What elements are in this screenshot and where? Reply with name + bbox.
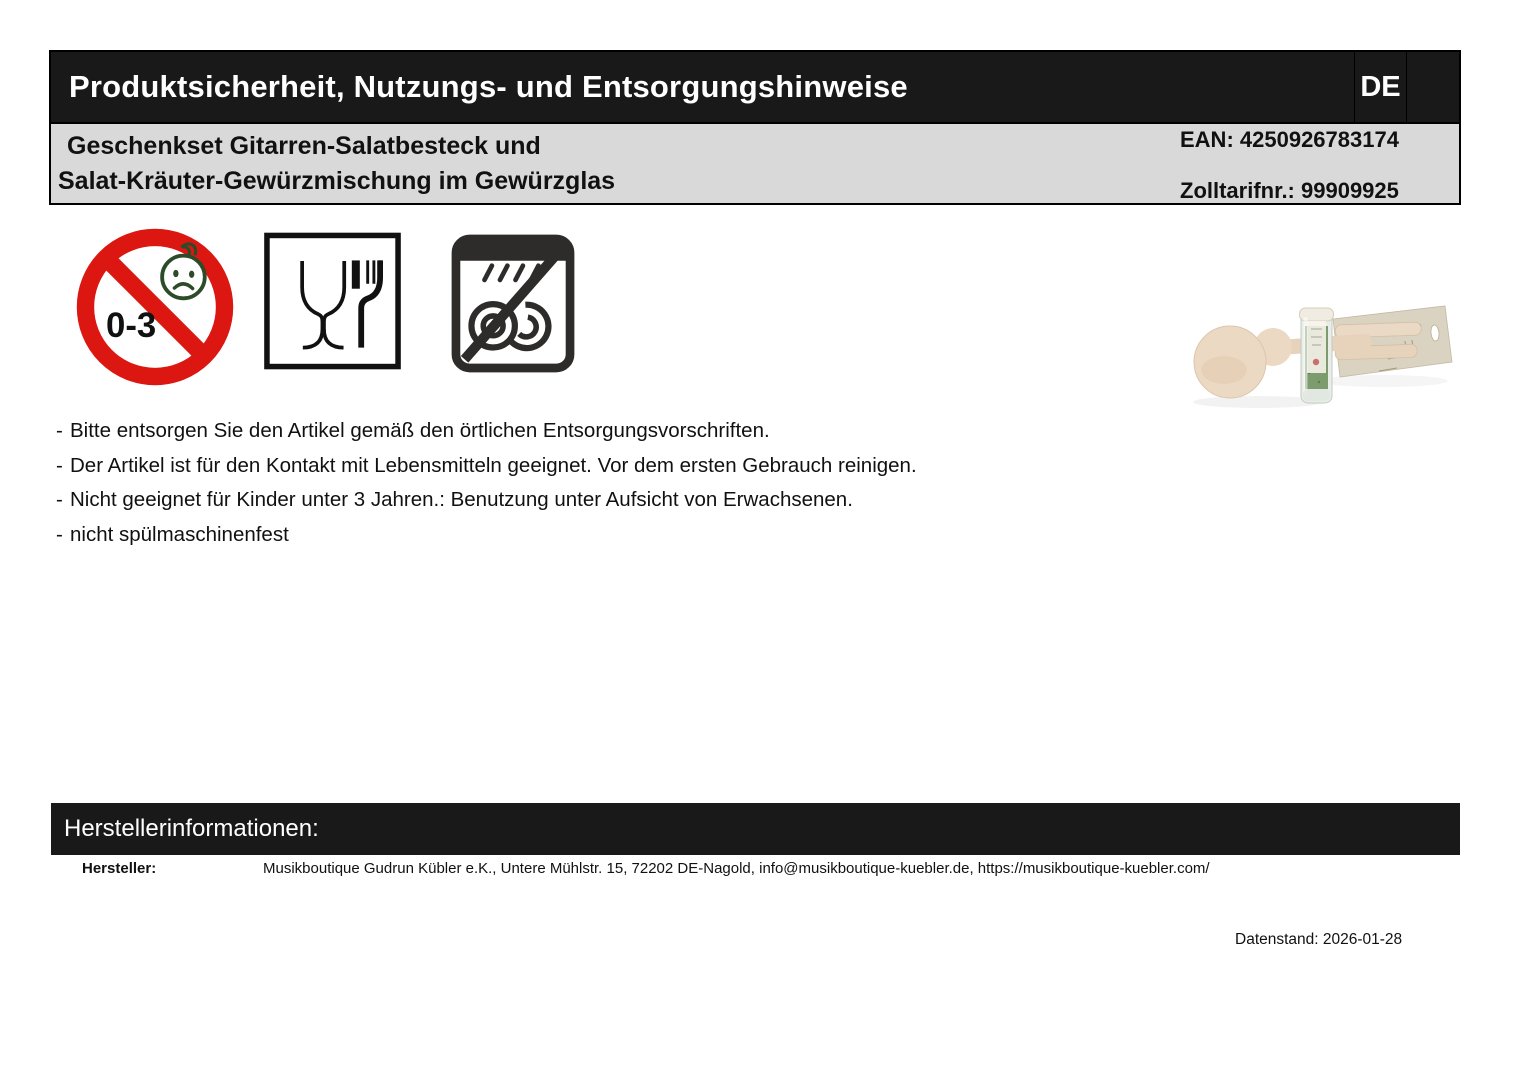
- page-title: Produktsicherheit, Nutzungs- und Entsorgungshinweise: [69, 69, 908, 104]
- language-badge: DE: [1354, 52, 1407, 122]
- usage-disposal-notes: [56, 414, 917, 552]
- product-photo: [1183, 299, 1461, 415]
- food-safe-icon: [263, 232, 402, 370]
- note-item: [56, 518, 917, 553]
- bullet-dash: -: [56, 453, 63, 477]
- header-block: [49, 50, 1461, 205]
- product-header: [51, 122, 1459, 203]
- not-dishwasher-safe-icon: [451, 234, 575, 373]
- note-item: [56, 414, 917, 449]
- ean-number: EAN: 4250926783174: [1180, 127, 1399, 152]
- manufacturer-label: Hersteller:: [82, 860, 157, 877]
- age-warning-0-3-icon: [76, 228, 234, 386]
- bullet-dash: -: [56, 488, 63, 512]
- title-bar: [51, 52, 1459, 122]
- bullet-dash: -: [56, 522, 63, 546]
- manufacturer-value: Musikboutique Gudrun Kübler e.K., Untere Mühlstr. 15, 72202 DE-Nagold, info@musikboutique-kuebler.de, https://musikboutique-kuebler.com/: [263, 860, 1210, 877]
- manufacturer-section-header: [51, 803, 1460, 855]
- note-text: Nicht geeignet für Kinder unter 3 Jahren.: Benutzung unter Aufsicht von Erwachsenen.: [70, 488, 853, 512]
- product-name-line2: Salat-Kräuter-Gewürzmischung im Gewürzglas: [58, 167, 616, 195]
- note-item: [56, 449, 917, 484]
- note-text: nicht spülmaschinenfest: [70, 522, 289, 546]
- note-text: Der Artikel ist für den Kontakt mit Lebensmitteln geeignet. Vor dem ersten Gebrauch reinigen.: [70, 453, 917, 477]
- note-item: [56, 483, 917, 518]
- product-name-line1: Geschenkset Gitarren-Salatbesteck und: [67, 132, 541, 160]
- data-date: Datenstand: 2026-01-28: [1235, 931, 1403, 948]
- note-text: Bitte entsorgen Sie den Artikel gemäß den örtlichen Entsorgungsvorschriften.: [70, 419, 770, 442]
- title-bar-spacer: [1407, 52, 1459, 122]
- age-range-label: 0-3: [106, 307, 157, 346]
- manufacturer-row: [0, 860, 1520, 884]
- bullet-dash: -: [56, 419, 63, 442]
- tariff-number: Zolltarifnr.: 99909925: [1180, 178, 1399, 203]
- spice-jar: [1300, 308, 1334, 403]
- manufacturer-section-title: Herstellerinformationen:: [64, 815, 319, 842]
